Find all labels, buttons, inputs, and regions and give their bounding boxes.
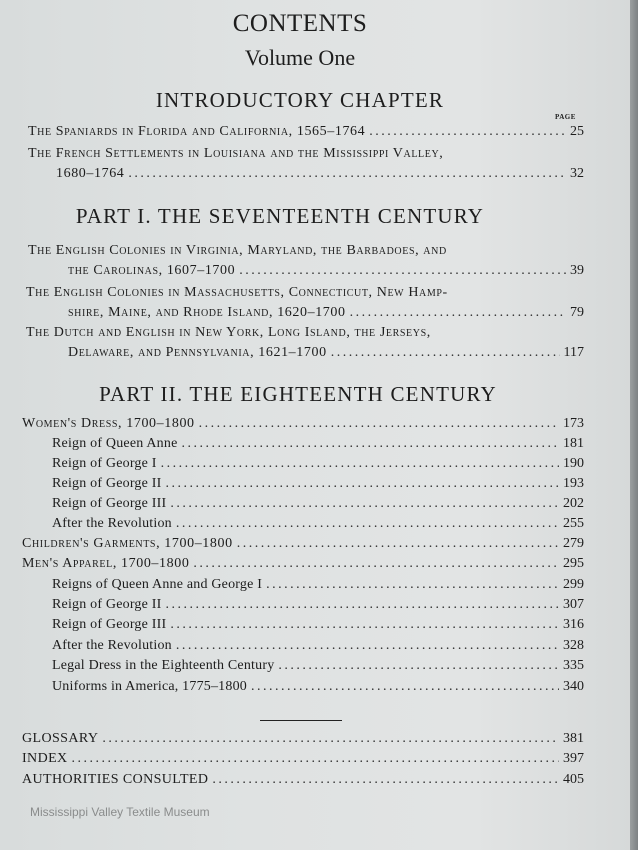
toc-entry-page: 295 (563, 556, 584, 571)
leader-dots (212, 772, 559, 788)
toc-entry-title-cont: shire, Maine, and Rhode Island, 1620–1700 (68, 305, 346, 320)
toc-subentry (52, 496, 584, 512)
leader-dots (176, 516, 559, 532)
leader-dots (182, 436, 560, 452)
toc-subentry (52, 516, 584, 532)
toc-entry (22, 751, 584, 767)
leader-dots (237, 536, 559, 552)
volume-title: Volume One (244, 45, 356, 70)
toc-subentry (52, 476, 584, 492)
toc-entry-title: Reign of George I (52, 456, 157, 471)
toc-entry-page: 32 (570, 166, 584, 181)
leader-dots (266, 577, 559, 593)
section-divider (260, 720, 342, 721)
toc-entry-page: 397 (563, 751, 584, 766)
toc-entry-page: 255 (563, 516, 584, 531)
leader-dots (176, 638, 559, 654)
toc-subentry (52, 617, 584, 633)
toc-entry-page: 202 (563, 496, 584, 511)
toc-entry-title: Men's Apparel, 1700–1800 (22, 556, 190, 571)
toc-entry (22, 556, 584, 572)
toc-entry-page: 79 (570, 305, 584, 320)
toc-entry-title-cont: 1680–1764 (56, 166, 125, 181)
toc-entry-title: GLOSSARY (22, 731, 99, 746)
leader-dots (193, 556, 559, 572)
toc-entry-page: 173 (563, 416, 584, 431)
leader-dots (251, 679, 559, 695)
toc-entry-page: 117 (563, 345, 584, 360)
page-column-label: PAGE (555, 113, 576, 121)
toc-entry (56, 166, 584, 182)
toc-entry-title-cont: the Carolinas, 1607–1700 (68, 263, 236, 278)
toc-entry-title: The Dutch and English in New York, Long Island, the Jerseys, (26, 325, 431, 340)
toc-entry (22, 536, 584, 552)
toc-entry-page: 381 (563, 731, 584, 746)
toc-entry-page: 299 (563, 577, 584, 592)
toc-entry-title: Reign of George II (52, 597, 162, 612)
toc-entry-page: 328 (563, 638, 584, 653)
toc-entry (22, 416, 584, 432)
part1-heading: PART I. THE SEVENTEENTH CENTURY (75, 204, 485, 228)
toc-subentry (52, 577, 584, 593)
toc-entry-page: 316 (563, 617, 584, 632)
toc-entry-title: INDEX (22, 751, 68, 766)
toc-entry-page: 39 (570, 263, 584, 278)
toc-entry (22, 731, 584, 747)
toc-entry-title: Reign of Queen Anne (52, 436, 178, 451)
toc-entry-title: AUTHORITIES CONSULTED (22, 772, 209, 787)
toc-entry-title: Uniforms in America, 1775–1800 (52, 679, 247, 694)
toc-entry (68, 263, 584, 279)
toc-entry-page: 181 (563, 436, 584, 451)
toc-entry-title-cont: Delaware, and Pennsylvania, 1621–1700 (68, 345, 327, 360)
toc-entry-page: 279 (563, 536, 584, 551)
toc-entry-page: 335 (563, 658, 584, 673)
intro-heading: INTRODUCTORY CHAPTER (155, 88, 445, 112)
toc-subentry (52, 456, 584, 472)
contents-title: CONTENTS (232, 10, 368, 37)
toc-entry-page: 405 (563, 772, 584, 787)
leader-dots (278, 658, 559, 674)
toc-entry-title: The English Colonies in Massachusetts, Connecticut, New Hamp- (26, 285, 448, 300)
leader-dots (102, 731, 559, 747)
leader-dots (331, 345, 560, 361)
leader-dots (170, 496, 559, 512)
toc-entry-title: Legal Dress in the Eighteenth Century (52, 658, 275, 673)
leader-dots (165, 476, 559, 492)
toc-entry-title: Children's Garments, 1700–1800 (22, 536, 233, 551)
toc-subentry (52, 679, 584, 695)
toc-entry (22, 772, 584, 788)
leader-dots (165, 597, 559, 613)
toc-subentry (52, 658, 584, 674)
leader-dots (239, 263, 566, 279)
toc-entry-page: 340 (563, 679, 584, 694)
toc-entry-title: The English Colonies in Virginia, Maryland, the Barbadoes, and (28, 243, 447, 258)
toc-entry-title: After the Revolution (52, 638, 172, 653)
toc-entry-title: Reign of George III (52, 617, 167, 632)
toc-entry-title: Reigns of Queen Anne and George I (52, 577, 263, 592)
part2-heading: PART II. THE EIGHTEENTH CENTURY (99, 382, 497, 406)
leader-dots (128, 166, 566, 182)
leader-dots (350, 305, 566, 321)
leader-dots (72, 751, 559, 767)
toc-entry-title: The Spaniards in Florida and California, 1565–1764 (28, 124, 366, 139)
toc-entry-title: Women's Dress, 1700–1800 (22, 416, 195, 431)
toc-entry-title: Reign of George II (52, 476, 162, 491)
toc-entry-page: 307 (563, 597, 584, 612)
toc-entry-page: 193 (563, 476, 584, 491)
page-edge (630, 0, 638, 850)
toc-entry-page: 25 (570, 124, 584, 139)
leader-dots (170, 617, 559, 633)
toc-subentry (52, 638, 584, 654)
toc-entry-title: Reign of George III (52, 496, 167, 511)
toc-entry-page: 190 (563, 456, 584, 471)
toc-entry-title: After the Revolution (52, 516, 172, 531)
watermark-text: Mississippi Valley Textile Museum (30, 805, 210, 819)
toc-entry (68, 305, 584, 321)
leader-dots (161, 456, 559, 472)
toc-subentry (52, 436, 584, 452)
toc-entry (68, 345, 584, 361)
toc-entry (28, 124, 584, 140)
toc-entry-title: The French Settlements in Louisiana and the Mississippi Valley, (28, 146, 444, 161)
toc-subentry (52, 597, 584, 613)
leader-dots (199, 416, 559, 432)
leader-dots (369, 124, 566, 140)
